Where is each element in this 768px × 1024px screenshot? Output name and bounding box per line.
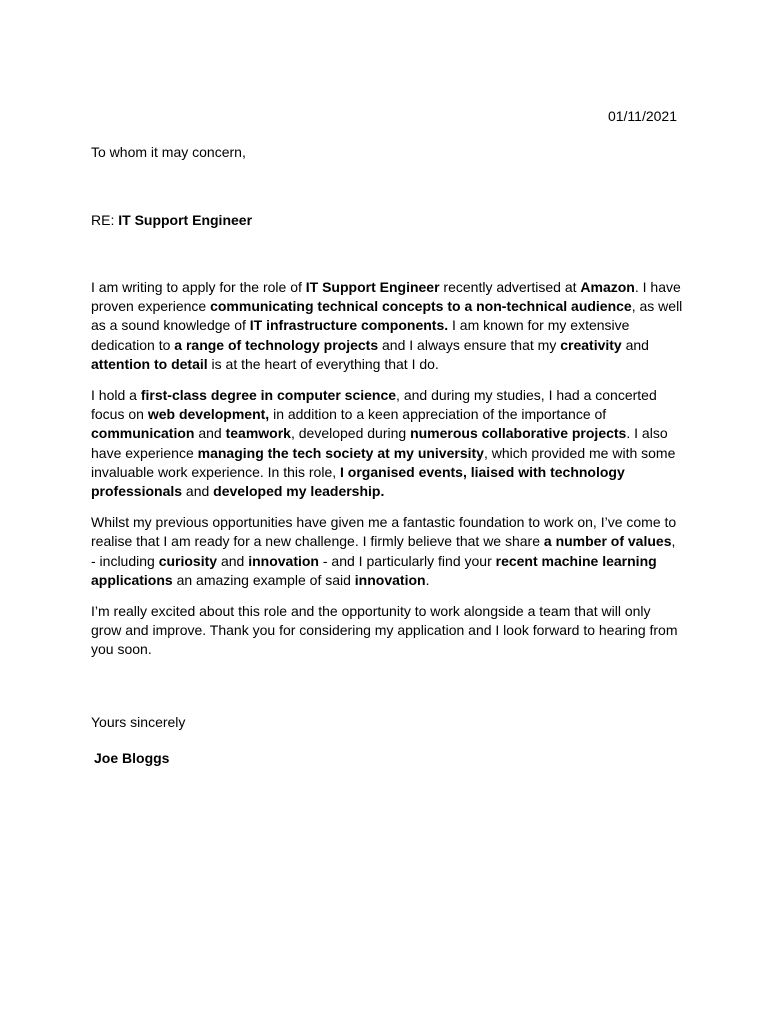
letter-date: 01/11/2021 — [607, 108, 677, 124]
text-run: and — [194, 425, 226, 442]
re-line — [91, 212, 252, 228]
re-prefix: RE: — [91, 212, 119, 228]
bold-text: innovation — [354, 571, 426, 588]
text-run: , which provided me with some invaluable work experience. In this role, — [91, 444, 676, 480]
re-role: IT Support Engineer — [118, 212, 253, 228]
bold-text: innovation — [248, 552, 319, 569]
text-run: , and during my studies, I had a concerted focus on — [91, 387, 657, 423]
bold-text: curiosity — [158, 552, 218, 569]
bold-text: I organised events, liaised with technology professionals — [91, 463, 625, 500]
body-paragraph — [91, 278, 683, 374]
text-run: . I also have experience — [91, 425, 668, 461]
bold-text: IT Support Engineer — [305, 279, 440, 295]
text-run: and — [621, 336, 649, 353]
body-paragraph — [91, 513, 683, 590]
text-run: Whilst my previous opportunities have given me a fantastic foundation to work on, I’ve come to realise that I am ready for a new challenge. I firmly believe that we share — [91, 514, 677, 550]
bold-text: web development, — [147, 406, 270, 423]
text-run: . — [425, 571, 430, 588]
text-run: recently advertised at — [439, 279, 581, 295]
text-run: and I always ensure that my — [378, 336, 561, 353]
signature: Joe Bloggs — [94, 750, 170, 766]
text-run: - and I particularly find your — [318, 552, 496, 569]
text-run: , as well as a sound knowledge of — [91, 298, 683, 334]
bold-text: a number of values — [543, 533, 672, 550]
text-run: . I have proven experience — [91, 279, 681, 315]
text-run: , developed during — [290, 425, 411, 442]
closing: Yours sincerely — [91, 714, 186, 730]
bold-text: Amazon — [580, 279, 635, 295]
text-run: and — [182, 483, 214, 500]
bold-text: teamwork — [225, 425, 291, 442]
bold-text: first-class degree in computer science — [140, 387, 397, 404]
bold-text: communicating technical concepts to a non-technical audience — [210, 298, 632, 315]
text-run: I hold a — [91, 387, 141, 404]
body-paragraph — [91, 602, 683, 660]
letter-body — [91, 278, 683, 672]
bold-text: managing the tech society at my university — [197, 444, 484, 461]
text-run: an amazing example of said — [172, 571, 355, 588]
text-run: , - including — [91, 533, 676, 569]
bold-text: a range of technology projects — [174, 336, 379, 353]
text-run: in addition to a keen appreciation of the importance of — [269, 406, 607, 423]
bold-text: numerous collaborative projects — [410, 425, 627, 442]
salutation: To whom it may concern, — [91, 144, 246, 160]
bold-text: communication — [91, 425, 195, 442]
bold-text: creativity — [560, 336, 622, 353]
bold-text: developed my leadership. — [213, 483, 385, 500]
body-paragraph — [91, 386, 683, 501]
text-run: is at the heart of everything that I do. — [207, 355, 439, 372]
bold-text: attention to detail — [91, 355, 208, 372]
bold-text: IT infrastructure components. — [249, 317, 449, 334]
text-run: I am writing to apply for the role of — [91, 279, 306, 295]
bold-text: recent machine learning applications — [91, 552, 657, 588]
text-run: I’m really excited about this role and the opportunity to work alongside a team that will only grow and improve. Thank you for considering my application and I look forward to hearing from you soon. — [91, 603, 678, 658]
text-run: and — [217, 552, 249, 569]
text-run: I am known for my extensive dedication to — [91, 317, 630, 353]
